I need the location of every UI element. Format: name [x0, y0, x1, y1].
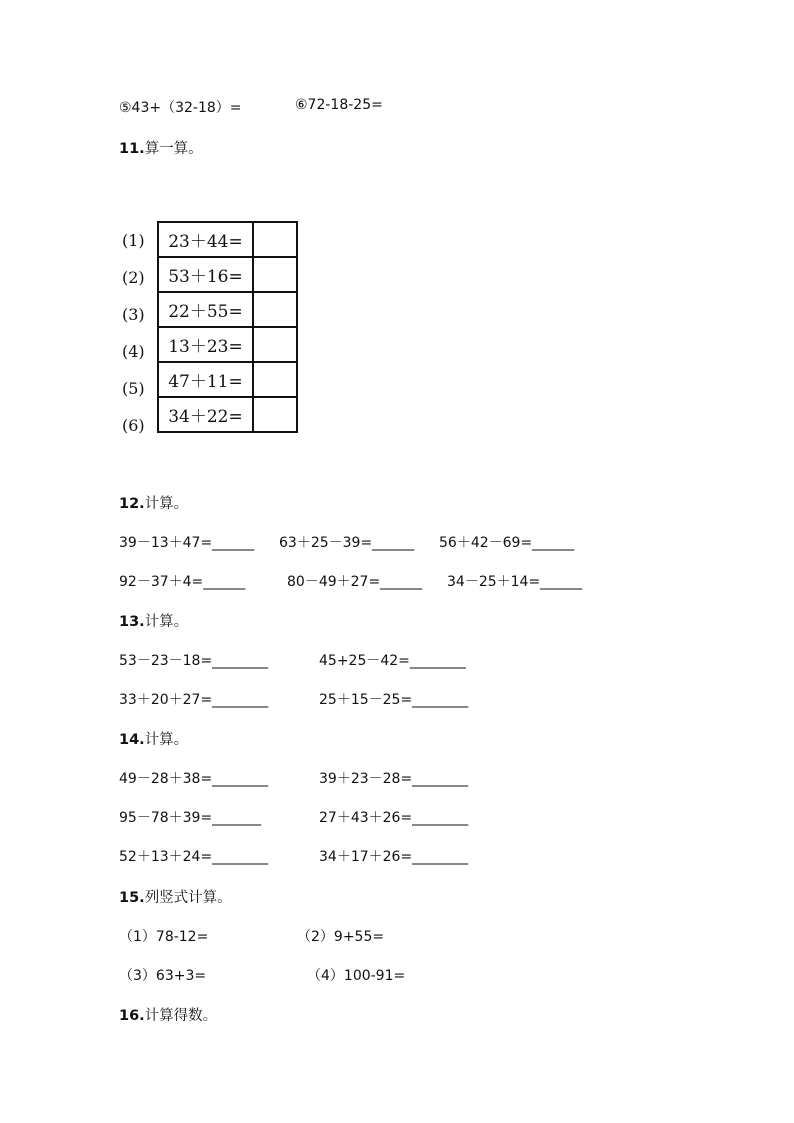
question-14-heading	[119, 728, 188, 749]
answer-cell[interactable]	[253, 362, 297, 397]
problem: 25＋15－25=________	[319, 692, 469, 708]
row-labels	[122, 222, 156, 444]
calc-table	[157, 221, 298, 433]
problem: 39－13＋47=______	[119, 535, 255, 551]
expression-cell: 47＋11=	[158, 362, 253, 397]
row-label: (1)	[122, 231, 145, 250]
expression-cell: 22＋55=	[158, 292, 253, 327]
question-number: 13.	[119, 614, 145, 630]
question-12-heading	[119, 492, 188, 513]
row-label: (6)	[122, 416, 145, 435]
table-row	[158, 397, 297, 432]
table-row	[158, 292, 297, 327]
question-title: 计算。	[144, 732, 189, 748]
question-number: 11.	[119, 141, 145, 157]
problem: 27＋43＋26=________	[319, 810, 469, 826]
row-label: (4)	[122, 342, 145, 361]
problem-5: ⑤43+（32-18）=	[119, 100, 242, 116]
row-label: (2)	[122, 268, 145, 287]
problem: 49－28＋38=________	[119, 771, 269, 787]
answer-cell[interactable]	[253, 257, 297, 292]
question-title: 列竖式计算。	[144, 890, 232, 906]
answer-cell[interactable]	[253, 327, 297, 362]
question-11-heading	[119, 137, 203, 158]
problem: 39＋23－28=________	[319, 771, 469, 787]
problem: 52＋13＋24=________	[119, 849, 269, 865]
problem: 34－25＋14=______	[447, 574, 583, 590]
problem: 92－37＋4=______	[119, 574, 246, 590]
problem: （1）78-12=	[119, 929, 209, 945]
question-number: 15.	[119, 890, 145, 906]
answer-cell[interactable]	[253, 292, 297, 327]
expression-cell: 34＋22=	[158, 397, 253, 432]
problem: 45+25－42=________	[319, 653, 466, 669]
question-number: 16.	[119, 1008, 145, 1024]
problem: （2）9+55=	[297, 929, 385, 945]
problem: （3）63+3=	[119, 968, 207, 984]
problem: （4）100-91=	[307, 968, 406, 984]
question-title: 算一算。	[144, 141, 203, 157]
row-label: (3)	[122, 305, 145, 324]
expression-cell: 53＋16=	[158, 257, 253, 292]
problem: 95－78＋39=_______	[119, 810, 262, 826]
expression-cell: 13＋23=	[158, 327, 253, 362]
table-row	[158, 257, 297, 292]
question-title: 计算得数。	[144, 1008, 218, 1024]
problem: 34＋17＋26=________	[319, 849, 469, 865]
problem: 33＋20＋27=________	[119, 692, 269, 708]
table-row	[158, 222, 297, 257]
question-title: 计算。	[144, 614, 189, 630]
problem: 56＋42－69=______	[439, 535, 575, 551]
question-13-heading	[119, 610, 188, 631]
expression-cell: 23＋44=	[158, 222, 253, 257]
table-row	[158, 362, 297, 397]
question-title: 计算。	[144, 496, 189, 512]
question-16-heading	[119, 1004, 217, 1025]
question-15-heading	[119, 886, 232, 907]
answer-cell[interactable]	[253, 397, 297, 432]
problem: 53－23－18=________	[119, 653, 269, 669]
row-label: (5)	[122, 379, 145, 398]
answer-cell[interactable]	[253, 222, 297, 257]
question-number: 14.	[119, 732, 145, 748]
question-number: 12.	[119, 496, 145, 512]
problem-6: ⑥72-18-25=	[295, 97, 383, 113]
problem: 63＋25－39=______	[279, 535, 415, 551]
table-row	[158, 327, 297, 362]
problem: 80－49＋27=______	[287, 574, 423, 590]
